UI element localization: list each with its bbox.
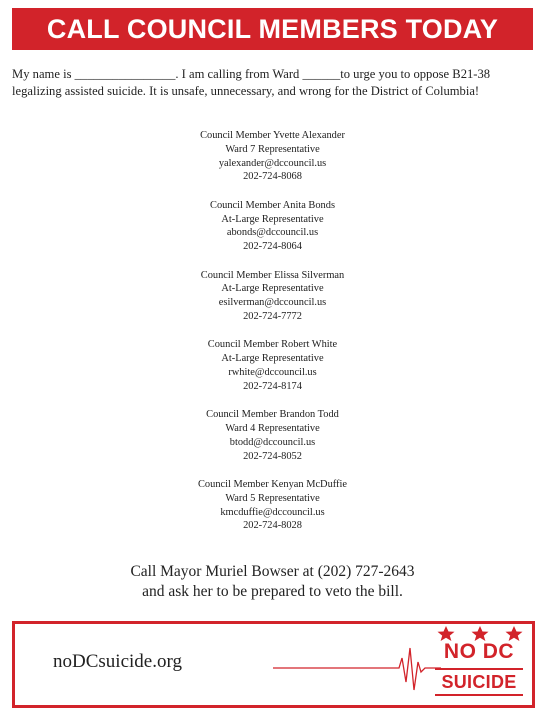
- mayor-line-1: Call Mayor Muriel Bowser at (202) 727-2643: [130, 563, 415, 580]
- logo-text-bottom: SUICIDE: [435, 668, 523, 696]
- member-phone: 202-724-8028: [243, 520, 302, 532]
- council-member-entry: [0, 269, 545, 325]
- call-script-line-2: legalizing assisted suicide. It is unsafe, unnecessary, and wrong for the District of Columbia!: [12, 84, 480, 98]
- member-email[interactable]: rwhite@dccouncil.us: [228, 366, 317, 378]
- member-name: Council Member Brandon Todd: [206, 409, 339, 421]
- member-role: At-Large Representative: [221, 283, 324, 295]
- call-script-line-1: My name is ________________. I am calling from Ward ______to urge you to oppose B21-38: [12, 67, 491, 81]
- call-script: [12, 66, 533, 100]
- member-name: Council Member Kenyan McDuffie: [198, 478, 347, 490]
- member-name: Council Member Robert White: [207, 339, 338, 351]
- member-role: At-Large Representative: [221, 353, 324, 365]
- member-email[interactable]: esilverman@dccouncil.us: [218, 297, 327, 309]
- council-member-entry: [0, 408, 545, 464]
- member-name: Council Member Anita Bonds: [210, 199, 335, 211]
- council-member-entry: [0, 199, 545, 255]
- member-phone: 202-724-7772: [243, 310, 302, 322]
- member-email[interactable]: btodd@dccouncil.us: [229, 436, 316, 448]
- council-member-entry: [0, 478, 545, 534]
- mayor-call-to-action: [0, 562, 545, 602]
- member-role: Ward 7 Representative: [225, 143, 320, 155]
- member-role: At-Large Representative: [221, 213, 324, 225]
- member-phone: 202-724-8068: [243, 171, 302, 183]
- council-member-entry: [0, 129, 545, 185]
- logo-text-top: NO DC: [443, 640, 515, 663]
- heartbeat-line-icon: [273, 644, 441, 694]
- member-phone: 202-724-8052: [243, 450, 302, 462]
- member-email[interactable]: abonds@dccouncil.us: [226, 227, 319, 239]
- council-member-entry: [0, 338, 545, 394]
- council-member-list: [0, 129, 545, 548]
- member-email[interactable]: yalexander@dccouncil.us: [218, 157, 327, 169]
- member-name: Council Member Yvette Alexander: [200, 130, 345, 141]
- mayor-line-2: and ask her to be prepared to veto the bill.: [142, 583, 403, 600]
- member-phone: 202-724-8064: [243, 241, 302, 253]
- page-title: CALL COUNCIL MEMBERS TODAY: [12, 8, 533, 50]
- member-phone: 202-724-8174: [243, 380, 302, 392]
- footer-banner: [12, 621, 535, 708]
- member-name: Council Member Elissa Silverman: [200, 269, 345, 281]
- member-role: Ward 5 Representative: [225, 492, 320, 504]
- website-link[interactable]: noDCsuicide.org: [53, 651, 182, 672]
- member-email[interactable]: kmcduffie@dccouncil.us: [220, 506, 325, 518]
- member-role: Ward 4 Representative: [225, 422, 320, 434]
